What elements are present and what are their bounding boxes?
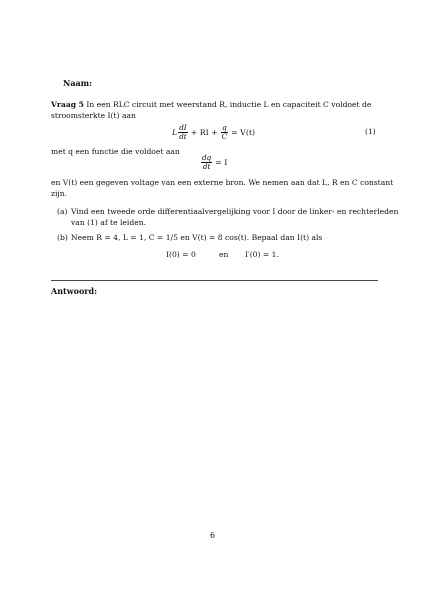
v-definition-line1: en V(t) een gegeven voltage van een externe bron. We nemen aan dat L, R en C constant [51,178,394,187]
eq1-L: L [172,127,178,137]
eq1-dI: dI [179,122,187,132]
question-intro-line1 [51,100,371,110]
part-b-condition-2: I′(0) = 1. [245,250,279,259]
eq1-q-C-fraction [221,124,229,141]
equation-2 [200,151,227,173]
eq1-q: q [222,122,227,132]
answer-label: Antwoord: [51,286,98,296]
question-intro-line2: stroomsterkte I(t) aan [51,111,136,120]
eq2-dq-dt-fraction [201,154,212,171]
eq2-dt: dt [202,161,211,171]
eq1-dt: dt [179,131,187,141]
page-number: 6 [210,531,216,540]
part-a-line1: Vind een tweede orde differentiaalvergelijking voor I door de linker- en rechterleden [71,207,399,216]
q-definition-line: met q een functie die voldoet aan [51,147,180,156]
eq1-dI-dt-fraction [178,124,188,141]
part-a-label: (a) [57,207,68,216]
part-b-label: (b) [57,233,68,242]
question-intro-text: In een RLC circuit met weerstand R, inductie L en capaciteit C voldoet de [86,100,372,109]
equation-1 [172,121,255,143]
name-label: Naam: [63,78,93,88]
eq2-dq: dq [202,152,212,162]
eq1-rhs: = V(t) [231,127,256,137]
part-a-line2: van (1) af te leiden. [71,218,147,227]
v-definition-line2: zijn. [51,189,68,198]
question-label: Vraag 5 [51,100,84,109]
part-b-condition-1: I(0) = 0 [166,250,196,259]
equation-1-number: (1) [365,127,376,136]
answer-divider [51,280,378,281]
eq1-mid: + RI + [190,127,218,137]
eq1-C: C [221,131,228,141]
part-b-conjunction: en [219,250,229,259]
eq2-rhs: = I [215,157,228,167]
part-b-line1: Neem R = 4, L = 1, C = 1/5 en V(t) = 8 cos(t). Bepaal dan I(t) als [71,233,323,242]
